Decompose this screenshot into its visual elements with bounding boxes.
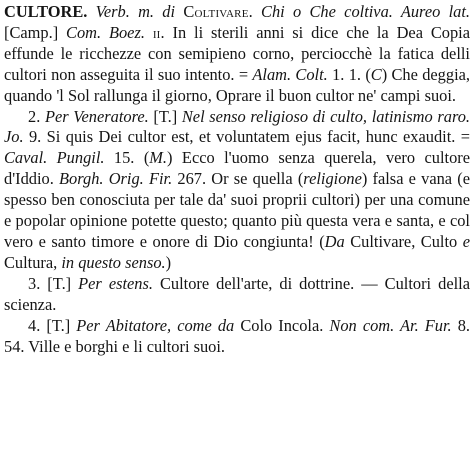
text-run: ) [165, 252, 172, 272]
etymology-text: Da [324, 231, 345, 251]
sense-number: 2. [28, 106, 45, 126]
source-citation: Alam. Colt. [252, 64, 328, 84]
source-citation: Non com. Ar. Fur. [329, 315, 452, 335]
etymology-words: Cultivare, Culto [344, 231, 463, 251]
entry-sense-4 [4, 316, 470, 358]
source-citation: Caval. Pungil. [4, 148, 105, 168]
editor-mark: C [370, 64, 382, 84]
quotation-text: . In li sterili anni si dice che la Dea Copia effunde le ricchezze con semipieno corno, perciocchè la fatica delli cultori non asseguita il suo intento. = [4, 22, 470, 84]
cross-reference: Coltivare [183, 2, 249, 21]
quotation-text: ) falsa e vana (e spesso ben conosciuta per tale da' suoi proprii cultori) per una comune e popolar opinione potette questo; quanto più questa vera e santa, e col vero e santo timore e onore di Dio congiunta! ( [4, 169, 470, 251]
source-citation: Com. Boez. [66, 22, 145, 42]
definition: Nel senso religioso di culto, latinismo raro. Jo. [4, 106, 471, 147]
text-run: . [248, 2, 262, 21]
source-citation: Borgh. Orig. Fir. [59, 169, 173, 189]
sense-label: Per Abitatore, come da [76, 315, 235, 335]
grammar-label: Verb. m. di [95, 2, 184, 21]
definition: Chi o Che coltiva. Aureo lat. [261, 2, 470, 21]
quotation-text: 9. Si quis Dei cultor est, et voluntatem ejus facit, hunc exaudit. = [23, 127, 470, 147]
quotation-text: 8. 54. Ville e borghi e li cultori suoi. [4, 315, 470, 356]
text-run [145, 23, 153, 42]
dictionary-entry [4, 2, 470, 357]
citation-book-number: ii [152, 22, 161, 42]
etymology-words: Cultura, [4, 252, 62, 272]
entry-sense-1 [4, 2, 470, 107]
entry-headword: CULTORE. [4, 2, 88, 21]
example-text: Cultore dell'arte, di dottrine. — Cultori della scienza. [4, 273, 470, 314]
entry-sense-2 [4, 107, 470, 274]
etymology-text: e [462, 231, 470, 251]
text-run [87, 2, 95, 21]
quotation-text: ) Che deggia, quando 'l Sol rallunga il giorno, Oprare il buon cultor ne' campi suoi. [4, 64, 470, 105]
editor-tag: [Camp.] [4, 22, 67, 42]
gloss-word: religione [303, 169, 362, 189]
citation-locator: 1. 1. ( [327, 64, 371, 84]
etymology-words: Colo Incola. [234, 315, 330, 335]
sense-number: 4. [T.] [28, 315, 77, 335]
sense-number: 3. [T.] [28, 273, 79, 293]
editor-tag: [T.] [148, 106, 182, 126]
entry-sense-3 [4, 274, 470, 316]
etymology-text: in questo senso. [61, 252, 166, 272]
editor-mark: M. [149, 148, 168, 168]
quotation-text: ) Ecco l'uomo senza querela, vero cultore d'Iddio. [4, 148, 470, 189]
sense-label: Per estens. [78, 273, 153, 293]
citation-locator: 15. ( [104, 148, 150, 168]
sense-label: Per Veneratore. [44, 106, 149, 126]
quotation-text: 267. Or se quella ( [172, 169, 304, 189]
